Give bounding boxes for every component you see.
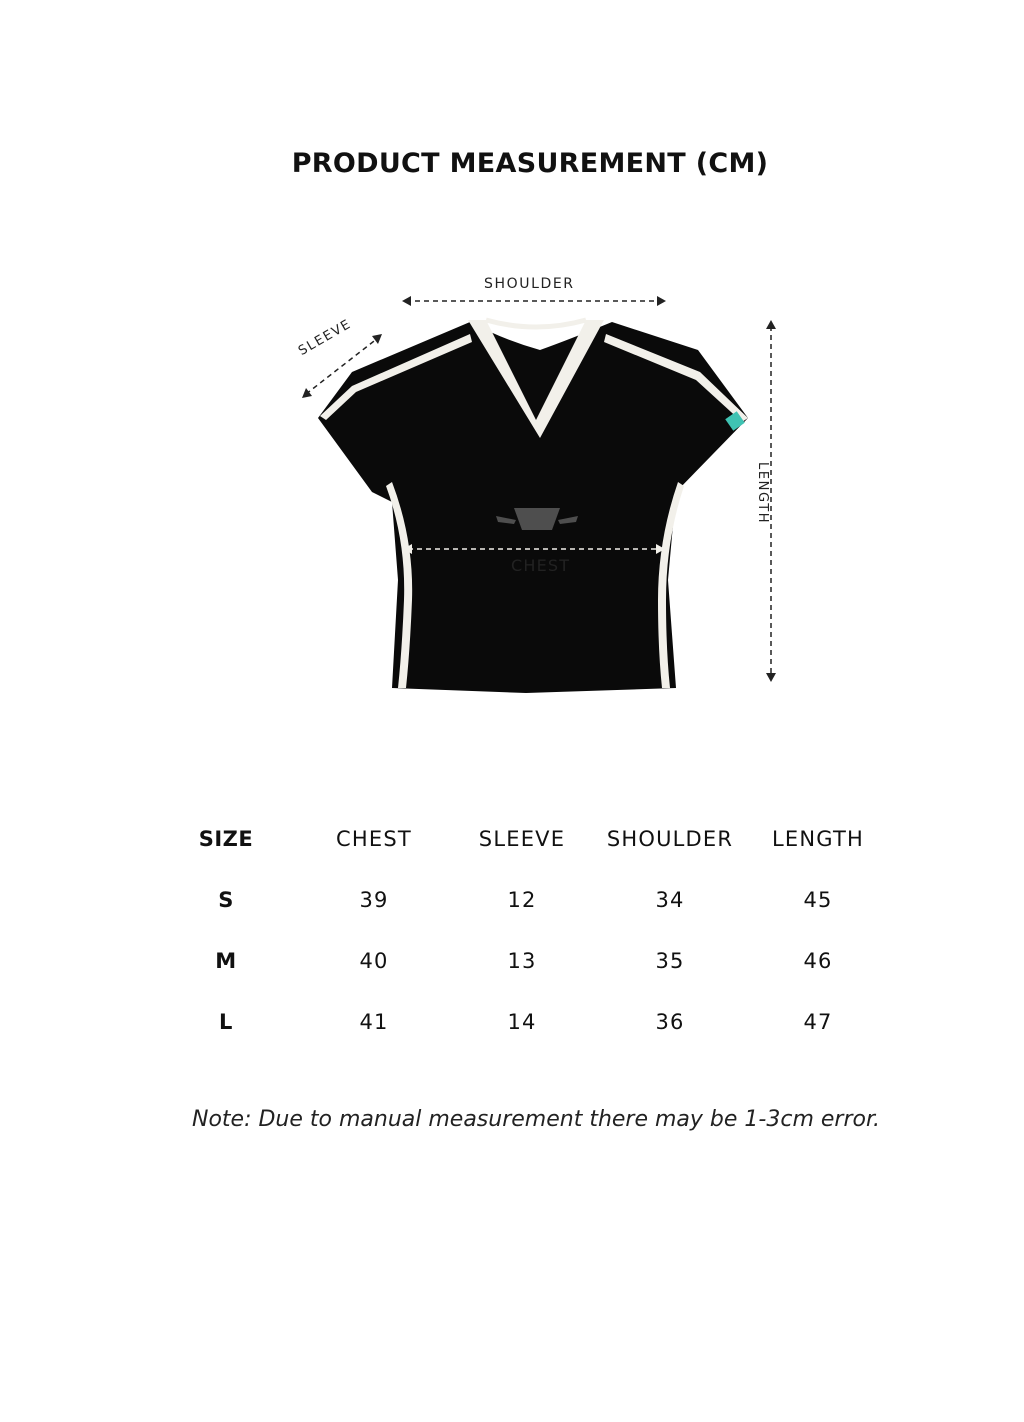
shoulder-cell: 34 bbox=[655, 887, 685, 912]
shoulder-label: SHOULDER bbox=[484, 276, 575, 292]
sleeve-cell: 12 bbox=[507, 887, 537, 912]
shoulder-arrow bbox=[402, 296, 666, 306]
shoulder-cell: 35 bbox=[655, 948, 685, 973]
sleeve-cell: 14 bbox=[507, 1009, 537, 1034]
shoulder-cell: 36 bbox=[655, 1009, 685, 1034]
column-header-sleeve: SLEEVE bbox=[478, 826, 566, 851]
sleeve-cell: 13 bbox=[507, 948, 537, 973]
measurement-note: Note: Due to manual measurement there may be 1-3cm error. bbox=[192, 1107, 880, 1132]
chest-cell: 41 bbox=[359, 1009, 389, 1034]
chest-label: CHEST bbox=[511, 556, 571, 575]
sleeve-label: SLEEVE bbox=[296, 316, 355, 359]
size-cell: L bbox=[219, 1009, 233, 1034]
column-header-shoulder: SHOULDER bbox=[606, 826, 734, 851]
chest-cell: 39 bbox=[359, 887, 389, 912]
column-header-size: SIZE bbox=[198, 826, 254, 851]
length-cell: 45 bbox=[803, 887, 833, 912]
size-cell: M bbox=[215, 948, 237, 973]
table-row bbox=[152, 930, 892, 991]
length-cell: 46 bbox=[803, 948, 833, 973]
page-title: PRODUCT MEASUREMENT (CM) bbox=[291, 148, 769, 179]
shirt-print-emblem bbox=[514, 508, 560, 530]
table-row bbox=[152, 869, 892, 930]
column-header-chest: CHEST bbox=[336, 826, 412, 851]
chest-cell: 40 bbox=[359, 948, 389, 973]
length-label: LENGTH bbox=[755, 462, 770, 525]
size-table bbox=[152, 808, 892, 1052]
column-header-length: LENGTH bbox=[771, 826, 865, 851]
table-row bbox=[152, 991, 892, 1052]
table-header-row bbox=[152, 808, 892, 869]
size-cell: S bbox=[218, 887, 234, 912]
length-cell: 47 bbox=[803, 1009, 833, 1034]
